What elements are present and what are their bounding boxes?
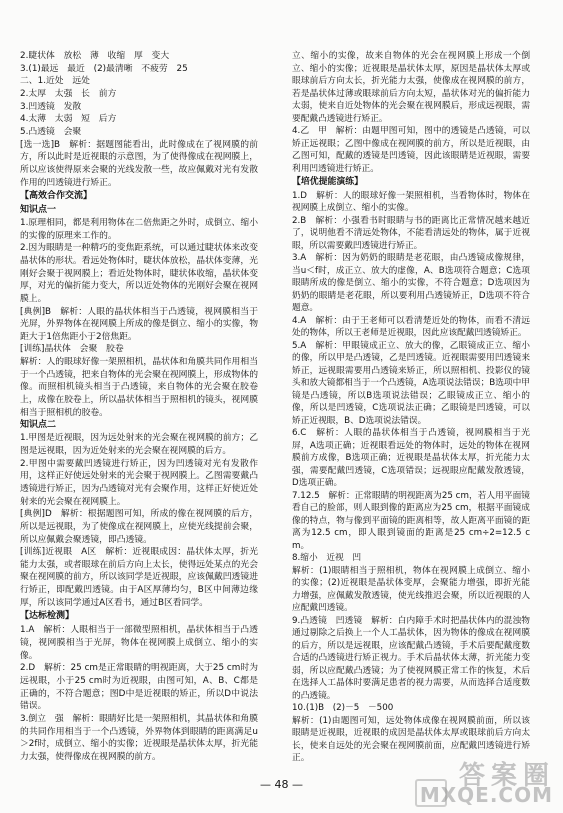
answer-line: 二、1.近处 远处 [20,76,90,87]
answer-line: [训练]晶状体 会聚 胶卷 [20,344,124,355]
answer-line: 4.乙 甲 解析：由题甲图可知，图中的透镜是凸透镜，可以矫正远视眼；乙图中像成在视网膜的前方，所以是近视眼，由乙图可知，配戴的透镜是凹透镜，因此该眼睛是近视眼，需要利用凹透镜进行矫正。 [292,126,530,174]
answer-line: 解析：(1)眼睛相当于照相机，物体在视网膜上成倒立、缩小的实像；(2)近视眼是晶状体变厚，会聚能力增强，即折光能力增强，应佩戴发散透镜，使光线推迟会聚，所以近视眼的人应配戴凹透镜。 [292,565,530,614]
answer-line: 6.C 解析：人眼的晶状体相当于凸透镜，视网膜相当于光屏，A选项正确；近视眼看远处的物体时，远处的物体在视网膜前方成像，B选项正确；近视眼是晶状体太厚，折光能力太强，需要配戴凹透镜，C选项错误；远视眼应配戴发散透镜，D选项正确。 [292,428,530,489]
left-column [20,50,258,764]
answer-line: [训练]近视眼 A区 解析：近视眼成因：晶状体太厚，折光能力太强，或者眼球在前后方向上太长，使得远处某点的光会聚在视网膜的前方，所以该同学是近视眼，应该佩戴凹透镜进行矫正，即配戴凹透镜。由于A区厚薄均匀，B区中间薄边缘厚，所以该同学通过A区看书，通过B区看同学。 [20,547,258,608]
watermark-text-top: 答案圈 [458,761,555,791]
answer-line: 2.睫状体 放松 薄 收缩 厚 变大 [20,51,170,61]
answer-line: 2.D 解析：25 cm是正常眼睛的明视距离，大于25 cm时为远视眼，小于25 cm时为近视眼，由图可知，A、B、C都是正确的，不符合题意；图D中是近视眼的矫正，所以D中说法错误。 [20,663,258,712]
answer-line: 4.A 解析：由于王老师可以看清楚近处的物体，而看不清远处的物体，所以王老师是近视眼，因此应该配戴凹透镜矫正。 [292,315,530,339]
section-heading: 【培优提能演练】 [292,177,363,187]
answer-line: 2.B 解析：小强看书时眼睛与书的距离比正常情况越来越近了，说明他看不清远处物体，不能看清远处的物体，属于近视眼，所以需要戴凹透镜进行矫正。 [292,215,530,251]
answer-line: 1.A 解析：人眼相当于一部微型照相机，晶状体相当于凸透镜，视网膜相当于光屏，物体在视网膜上成倒立、缩小的实像。 [20,625,258,661]
answer-line: 解析：人的眼球好像一架照相机，晶状体和角膜共同作用相当于一个凸透镜，把来自物体的光会聚在视网膜上，形成物体的像。而照相机镜头相当于凸透镜，来自物体的光会聚在胶卷上，成像在胶卷上，所以晶状体相当于照相机的镜头，视网膜相当于照相机的胶卷。 [20,357,258,418]
page-number: — 48 — [260,778,303,791]
answer-line: [典例]D 解析：根据题图可知，所成的像在视网膜的后方，所以是远视眼，为了使像成在视网膜上，应使光线提前会聚，所以应佩戴会聚透镜，即凸透镜。 [20,509,258,545]
subsection-heading: 知识点一 [20,205,57,216]
answer-line: 2.太厚 太强 长 前方 [20,88,117,99]
answer-line: 7.12.5 解析：正常眼睛的明视距离为25 cm，若人用平面镜看自己的脸部，则人眼到像的距离应为25 cm，根据平面镜成像的特点，物与像到平面镜的距离相等，故人距离平面镜的距离为12.5 cm，即人眼到镜面的距离是25 cm÷2=12.5 cm。 [292,490,530,551]
answer-line: 5.A 解析：甲眼镜成正立、放大的像，乙眼镜成正立、缩小的像，所以甲是凸透镜，乙是凹透镜。近视眼需要用凹透镜来矫正，远视眼需要用凸透镜来矫正，所以照相机、投影仪的镜头和放大镜都相当于一个凸透镜，A选项说法错误；B选项中甲镜是凸透镜，所以B选项说法错误；乙眼镜成正立、缩小的像，所以是凹透镜，C选项说法正确；乙眼镜是凹透镜，可以矫正近视眼，B、D选项说法错误。 [292,340,530,426]
answer-line: [选一选]B 解析：据题图能看出，此时像成在了视网膜的前方，所以此时是近视眼的示意图，为了使得像成在视网膜上，所以应该使得原来会聚的光线发散一些，故应佩戴对光有发散作用的凹透镜进行矫正。 [20,139,258,188]
answer-line: 10.(1)B (2)－5 －500 [292,703,394,714]
answer-line: 1.原理相同，都是利用物体在二倍焦距之外时，成倒立、缩小的实像的原理来工作的。 [20,217,258,241]
section-heading: 【高效合作交流】 [20,191,93,202]
right-column [292,50,530,765]
section-heading: 【达标检测】 [20,611,75,622]
subsection-heading: 知识点二 [20,420,57,431]
answer-line: 立、缩小的实像，故来自物体的光会在视网膜上形成一个倒立、缩小的实像；近视眼是晶状体太厚，原因是晶状体太厚或眼球前后方向太长，折光能力太强，使像成在视网膜的前方，若是晶状体过薄或眼球前后方向太短，晶状体对光的偏折能力太弱，使来自近处物体的光会聚在视网膜后，形成远视眼，需要配戴凸透镜进行矫正。 [292,51,530,124]
answer-line: 解析：(1)由题图可知，远处物体成像在视网膜前面，所以该眼睛是近视眼，近视眼的成因是晶状体太厚或眼球前后方向太长，使来自远处的光会聚在视网膜前面，应配戴凹透镜进行矫正。 [292,715,530,764]
watermark-text-bottom: MXQE.COM [419,783,553,807]
answer-line: 3.(1)最远 最近 (2)最清晰 不疲劳 25 [20,63,188,74]
answer-line: 1.甲图是近视眼，因为远处射来的光会聚在视网膜的前方；乙图是远视眼，因为近处射来的光会聚在视网膜的后方。 [20,433,258,456]
answer-line: 2.因为眼睛是一种精巧的变焦距系统，可以通过睫状体来改变晶状体的形状。看远处物体时，睫状体放松，晶状体变薄，光刚好会聚于视网膜上；看近处物体时，睫状体收缩，晶状体变厚，对光的偏折能力变大，所以近处物体的光刚好会聚在视网膜上。 [20,243,258,304]
watermark-logo [413,755,555,807]
answer-line: 2.甲图中需要戴凹透镜进行矫正，因为凹透镜对光有发散作用，这样正好使远处射来的光会聚于视网膜上。乙图需要戴凸透镜进行矫正，因为凸透镜对光有会聚作用，这样正好使近处射来的光会聚在视网膜上。 [20,458,258,507]
answer-line: 8.缩小 近视 凹 [292,553,362,564]
answer-line: 5.凸透镜 会聚 [20,126,82,137]
answer-line: 9.凸透镜 凹透镜 解析：白内障手术时把晶状体内的混浊物通过剔除之后换上一个人工晶状体，因为物体的像成在视网膜的后方，所以是远视眼，应该配戴凸透镜，手术后要配戴度数合适的凸透镜进行矫正视力。手术后晶状体太薄，折光能力变弱，所以应配戴凸透镜；为了使视网膜正常工作的恢复，术后在选择人工晶体时要满足患者的视力需要，从而选择合适度数的凸透镜。 [292,615,530,701]
answer-line: 3.凹透镜 发散 [20,101,82,112]
answer-line: [典例]B 解析：人眼的晶状体相当于凸透镜，视网膜相当于光屏，外界物体在视网膜上所成的像是倒立、缩小的实像，物距大于1倍焦距小于2倍焦距。 [20,306,258,342]
answer-line: 4.太薄 太弱 短 后方 [20,114,117,125]
answer-line: 3.倒立 强 解析：眼睛好比是一架照相机，其晶状体和角膜的共同作用相当于一个凸透镜，外界物体到眼睛的距离满足u＞2f时，成倒立、缩小的实像；近视眼是晶状体太厚，折光能力太强，使得像成在视网膜的前方。 [20,713,258,762]
answer-line: 3.A 解析：因为奶奶的眼睛是老花眼，由凸透镜成像规律，当u＜f时，成正立、放大的虚像，A、B选项符合题意；C选项眼睛所成的像是倒立、缩小的实像，不符合题意；D选项因为奶奶的眼睛是老花眼，所以要利用凸透镜矫正，D选项不符合题意。 [292,253,530,314]
answer-line: 1.D 解析：人的眼球好像一架照相机，当看物体时，物体在视网膜上成倒立、缩小的实像。 [292,190,530,214]
